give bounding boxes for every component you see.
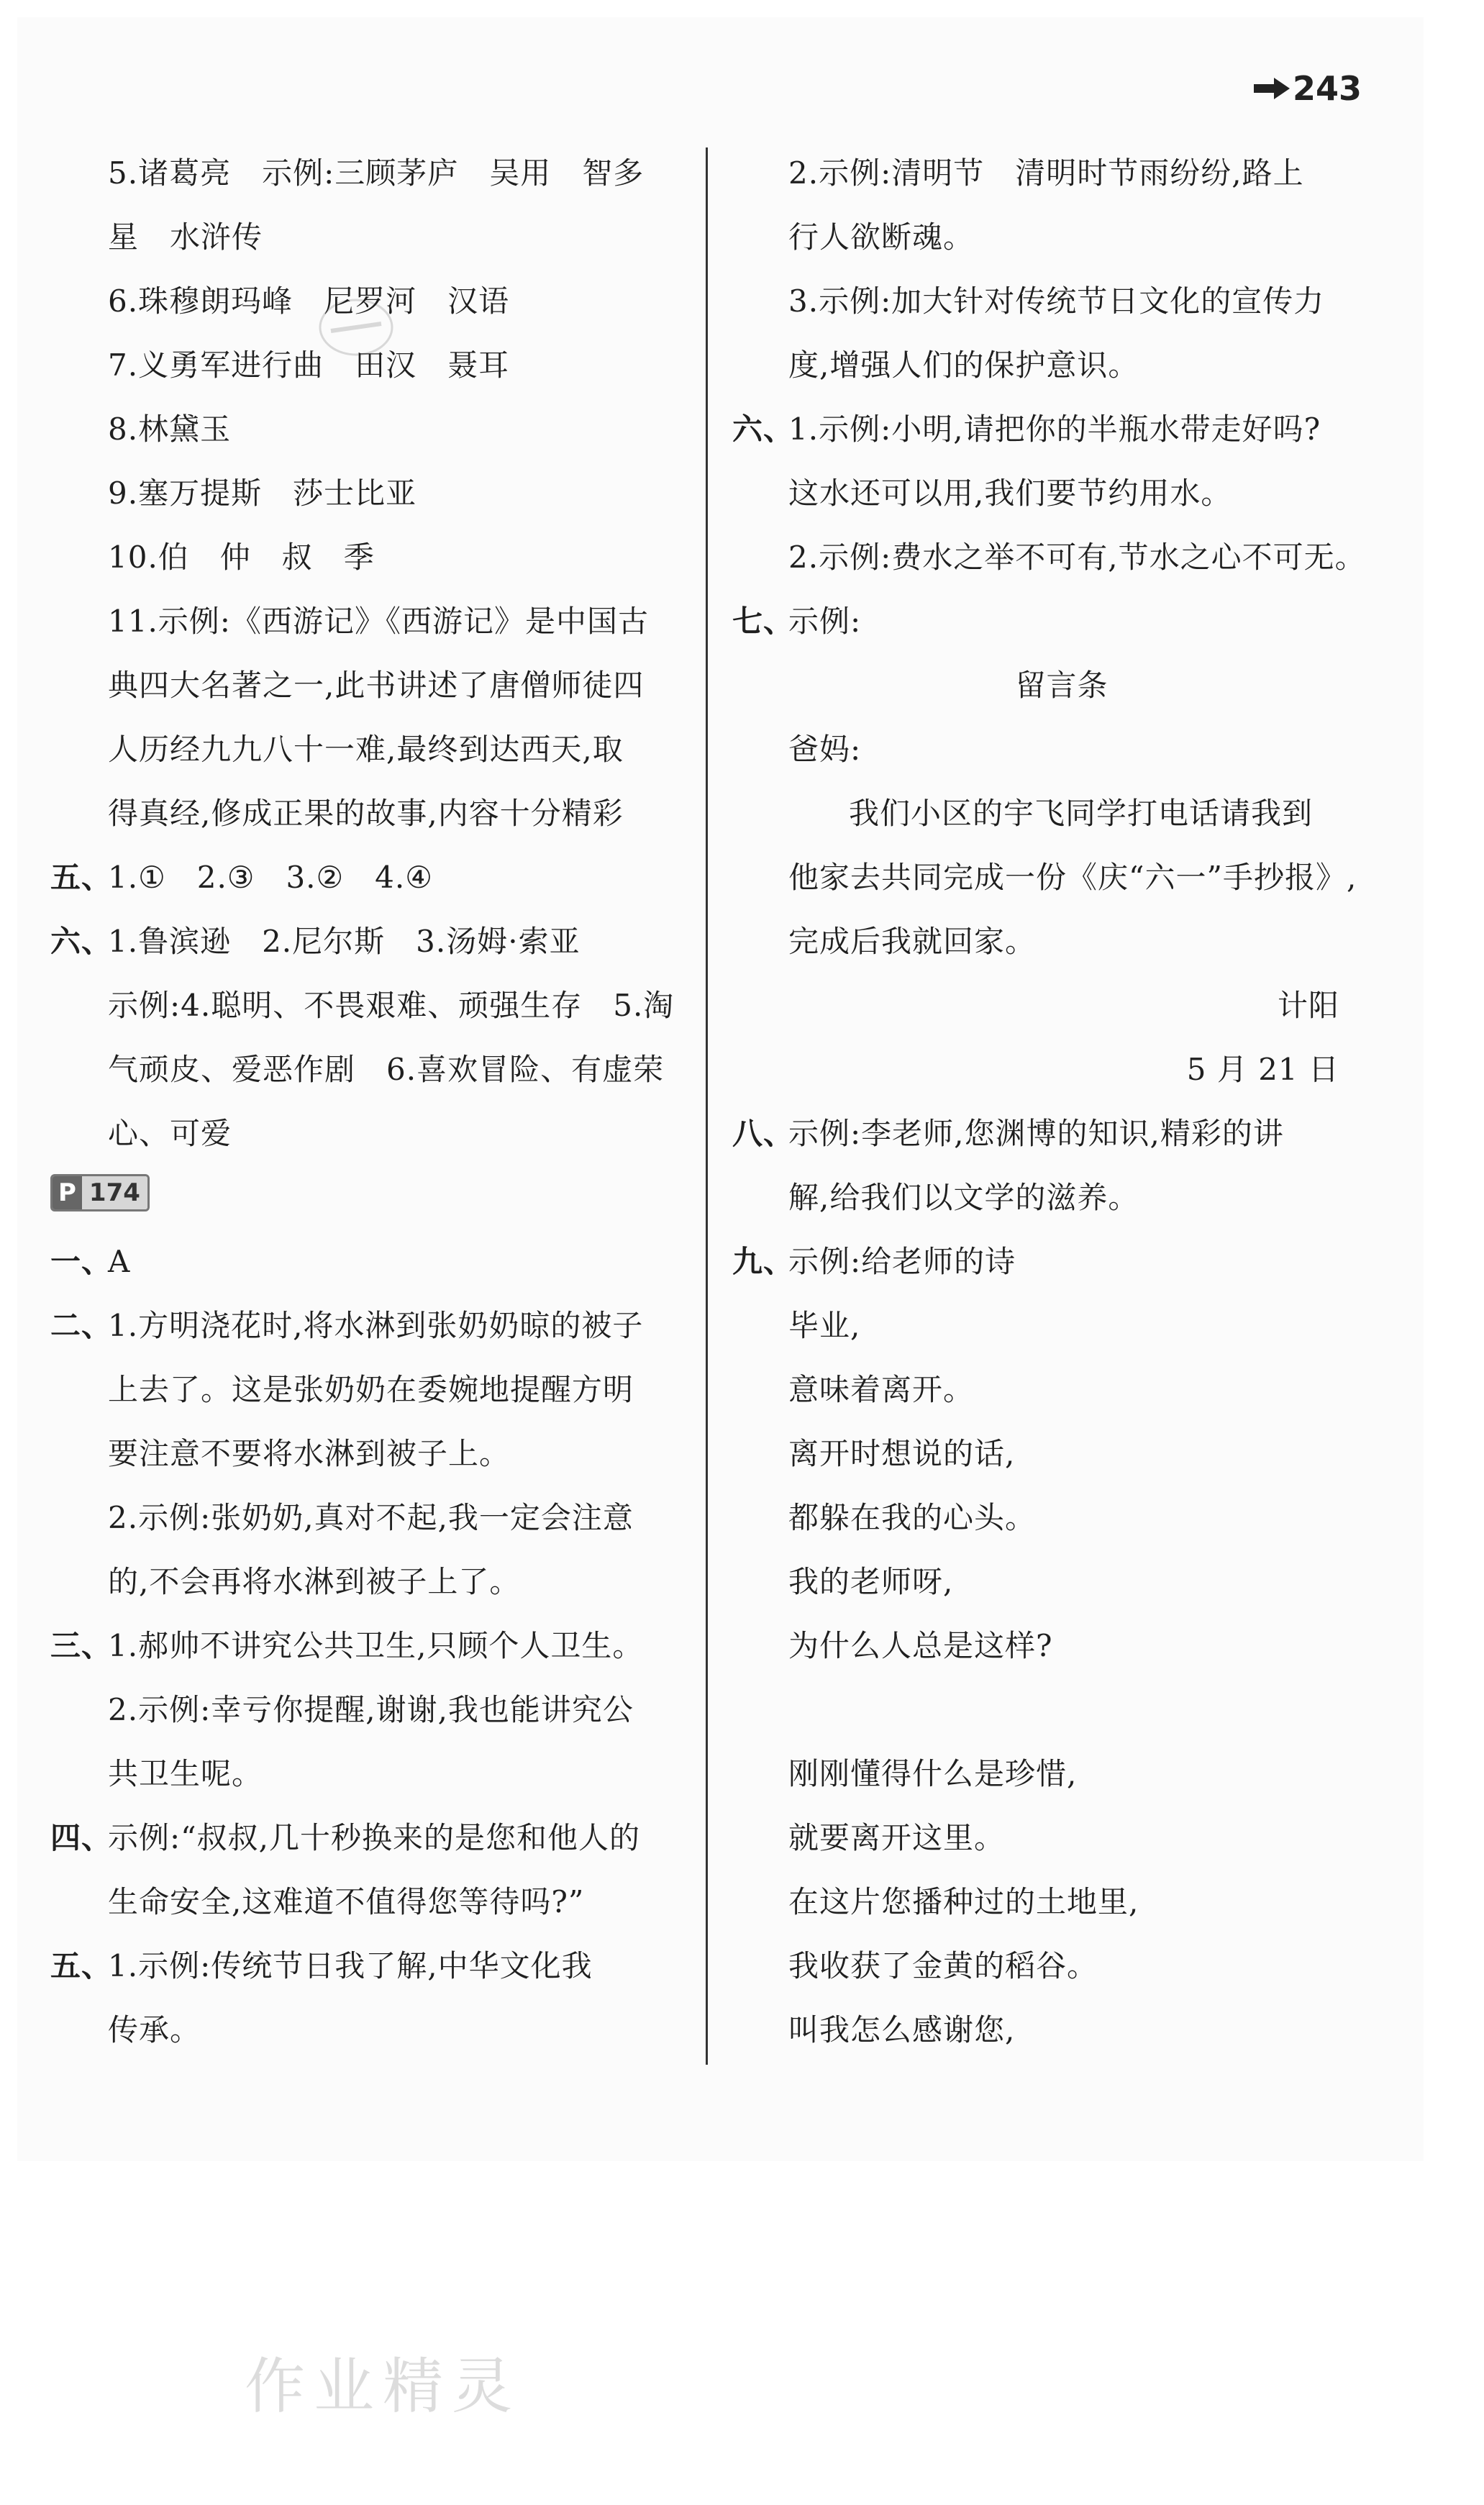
left-line: 气顽皮、爱恶作剧 6.喜欢冒险、有虚荣 — [108, 1052, 665, 1087]
poem-line: 就要离开这里。 — [788, 1820, 1006, 1855]
left-line: 典四大名著之一,此书讲述了唐僧师徒四 — [108, 668, 645, 703]
left-line: 示例:4.聪明、不畏艰难、顽强生存 5.淘 — [108, 988, 675, 1023]
section-marker: 七、 — [732, 604, 795, 639]
page-tag-letter: P — [53, 1176, 82, 1209]
left-line: 生命安全,这难道不值得您等待吗?” — [108, 1884, 585, 1919]
right-line: 2.示例:费水之举不可有,节水之心不可无。 — [788, 540, 1366, 575]
right-line: 示例: — [788, 604, 862, 639]
left-line: 2.示例:张奶奶,真对不起,我一定会注意 — [108, 1500, 634, 1535]
poem-line: 意味着离开。 — [788, 1372, 975, 1407]
arrow-icon — [1254, 78, 1290, 99]
left-line: A — [108, 1244, 131, 1279]
right-line: 2.示例:清明节 清明时节雨纷纷,路上 — [788, 155, 1304, 191]
note-body: 他家去共同完成一份《庆“六一”手抄报》, — [788, 860, 1357, 895]
poem-line: 我收获了金黄的稻谷。 — [788, 1948, 1098, 1983]
page-number — [1254, 69, 1362, 108]
note-salutation: 爸妈: — [788, 732, 862, 767]
note-date: 5 月 21 日 — [1186, 1052, 1339, 1087]
page-number-text: 243 — [1292, 69, 1362, 108]
poem-line: 我的老师呀, — [788, 1564, 954, 1599]
note-body: 我们小区的宇飞同学打电话请我到 — [849, 796, 1314, 831]
left-line: 2.示例:幸亏你提醒,谢谢,我也能讲究公 — [108, 1692, 634, 1727]
section-marker: 二、 — [50, 1308, 113, 1343]
watermark: 作业精灵 — [245, 2351, 522, 2422]
left-line: 7.义勇军进行曲 田汉 聂耳 — [108, 347, 510, 383]
section-marker: 三、 — [50, 1628, 113, 1663]
poem-line: 叫我怎么感谢您, — [788, 2012, 1016, 2047]
left-line: 9.塞万提斯 莎士比亚 — [108, 476, 417, 511]
left-line: 上去了。这是张奶奶在委婉地提醒方明 — [108, 1372, 634, 1407]
left-line: 人历经九九八十一难,最终到达西天,取 — [108, 732, 624, 767]
right-line: 1.示例:小明,请把你的半瓶水带走好吗? — [788, 412, 1321, 447]
left-line: 1.① 2.③ 3.② 4.④ — [108, 860, 433, 895]
right-line: 行人欲断魂。 — [788, 219, 975, 255]
section-marker: 一、 — [50, 1244, 113, 1279]
left-line: 星 水浒传 — [108, 219, 263, 255]
right-line: 示例:给老师的诗 — [788, 1244, 1016, 1279]
left-line: 传承。 — [108, 2012, 201, 2047]
right-line: 解,给我们以文学的滋养。 — [788, 1180, 1139, 1215]
page-tag-number: 174 — [82, 1176, 147, 1209]
left-line: 1.方明浇花时,将水淋到张奶奶晾的被子 — [108, 1308, 644, 1343]
left-line: 示例:“叔叔,几十秒换来的是您和他人的 — [108, 1820, 640, 1855]
poem-line: 在这片您播种过的土地里, — [788, 1884, 1139, 1919]
left-line: 8.林黛玉 — [108, 412, 232, 447]
section-marker: 五、 — [50, 860, 113, 895]
poem-line: 为什么人总是这样? — [788, 1628, 1053, 1663]
left-line: 1.示例:传统节日我了解,中华文化我 — [108, 1948, 593, 1983]
left-line: 11.示例:《西游记》《西游记》是中国古 — [108, 604, 649, 639]
page-reference-tag — [50, 1174, 150, 1211]
section-marker: 五、 — [50, 1948, 113, 1983]
left-line: 共卫生呢。 — [108, 1756, 263, 1791]
right-line: 度,增强人们的保护意识。 — [788, 347, 1139, 383]
note-body: 完成后我就回家。 — [788, 924, 1037, 959]
note-title: 留言条 — [1015, 668, 1109, 703]
right-line: 示例:李老师,您渊博的知识,精彩的讲 — [788, 1116, 1284, 1151]
left-line: 10.伯 仲 叔 季 — [108, 540, 375, 575]
note-signature: 计阳 — [1277, 988, 1339, 1023]
left-line: 1.郝帅不讲究公共卫生,只顾个人卫生。 — [108, 1628, 644, 1663]
left-line: 的,不会再将水淋到被子上了。 — [108, 1564, 521, 1599]
right-line: 3.示例:加大针对传统节日文化的宣传力 — [788, 283, 1325, 319]
section-marker: 四、 — [50, 1820, 113, 1855]
left-line: 1.鲁滨逊 2.尼尔斯 3.汤姆·索亚 — [108, 924, 581, 959]
section-marker: 六、 — [50, 924, 113, 959]
left-line: 6.珠穆朗玛峰 尼罗河 汉语 — [108, 283, 510, 319]
left-line: 得真经,修成正果的故事,内容十分精彩 — [108, 796, 624, 831]
poem-line: 刚刚懂得什么是珍惜, — [788, 1756, 1078, 1791]
left-line: 要注意不要将水淋到被子上。 — [108, 1436, 511, 1471]
section-marker: 六、 — [732, 412, 795, 447]
left-line: 5.诸葛亮 示例:三顾茅庐 吴用 智多 — [108, 155, 645, 191]
poem-line: 离开时想说的话, — [788, 1436, 1016, 1471]
left-line: 心、可爱 — [108, 1116, 232, 1151]
poem-line: 都躲在我的心头。 — [788, 1500, 1037, 1535]
section-marker: 九、 — [732, 1244, 795, 1279]
column-divider — [706, 147, 708, 2065]
right-line: 这水还可以用,我们要节约用水。 — [788, 476, 1232, 511]
section-marker: 八、 — [732, 1116, 795, 1151]
poem-line: 毕业, — [788, 1308, 861, 1343]
